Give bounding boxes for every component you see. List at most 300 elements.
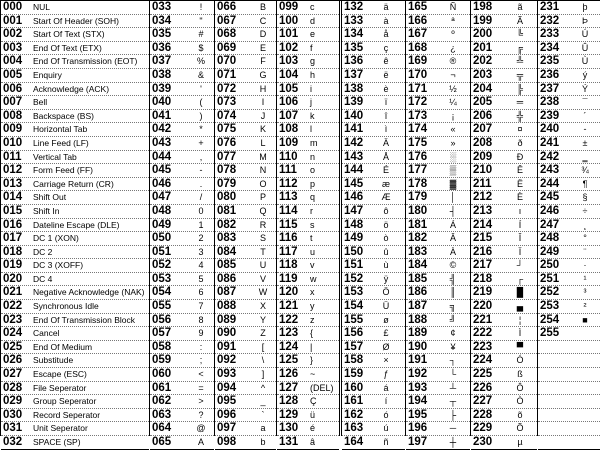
char-code: 176 xyxy=(408,150,428,163)
char-description: Enquiry xyxy=(33,69,62,80)
char-code: 118 xyxy=(279,259,298,272)
char-code: 248 xyxy=(540,232,560,245)
char-description: End Of Text (ETX) xyxy=(33,42,102,53)
table-row xyxy=(150,69,214,83)
char-description: l xyxy=(310,124,312,135)
char-code: 085 xyxy=(217,259,237,272)
char-code: 160 xyxy=(344,381,364,394)
char-description: SPACE (SP) xyxy=(33,437,81,447)
table-row xyxy=(471,382,537,396)
char-description: D xyxy=(259,29,267,40)
table-row xyxy=(1,178,149,192)
char-code: 120 xyxy=(279,286,299,299)
char-code: 046 xyxy=(152,177,172,190)
table-row xyxy=(342,110,405,124)
char-description: s xyxy=(310,219,315,230)
char-description: ┼ xyxy=(449,437,457,447)
char-description: Ý xyxy=(581,83,588,94)
char-description: ó xyxy=(383,409,389,420)
table-row xyxy=(277,422,339,436)
table-row xyxy=(150,314,214,328)
table-row xyxy=(277,327,339,341)
char-code: 207 xyxy=(473,123,493,136)
table-row xyxy=(150,55,214,69)
table-row xyxy=(215,368,276,382)
char-code: 083 xyxy=(217,232,237,245)
char-code: 094 xyxy=(217,381,237,394)
char-code: 039 xyxy=(152,82,172,95)
char-description: ╦ xyxy=(516,69,524,80)
table-row xyxy=(150,273,214,287)
char-description: K xyxy=(259,124,266,135)
table-row xyxy=(215,205,276,219)
table-row xyxy=(342,354,405,368)
table-row xyxy=(277,395,339,409)
char-description: = xyxy=(198,382,204,393)
char-description: M xyxy=(259,151,267,162)
char-code: 057 xyxy=(152,327,172,340)
char-description: y xyxy=(310,301,315,312)
char-description: Ê xyxy=(516,165,523,176)
char-description: v xyxy=(310,260,315,271)
empty-row xyxy=(538,436,600,450)
char-description: J xyxy=(260,110,266,121)
char-description: a xyxy=(260,423,266,434)
char-description: ñ xyxy=(383,437,389,447)
table-row xyxy=(277,178,339,192)
char-description: ù xyxy=(383,260,389,271)
char-code: 249 xyxy=(540,245,560,258)
char-code: 052 xyxy=(152,259,172,272)
char-code: 204 xyxy=(473,82,493,95)
char-code: 197 xyxy=(408,436,428,448)
char-description: £ xyxy=(383,328,389,339)
table-row xyxy=(538,110,600,124)
table-row xyxy=(406,409,470,423)
table-row xyxy=(342,1,405,15)
char-code: 096 xyxy=(217,408,237,421)
char-code: 056 xyxy=(152,313,172,326)
char-description: x xyxy=(310,287,315,298)
table-row xyxy=(471,395,537,409)
char-description: \ xyxy=(261,355,265,366)
table-row xyxy=(471,232,537,246)
table-row xyxy=(277,123,339,137)
table-row xyxy=(1,286,149,300)
table-row xyxy=(215,28,276,42)
ascii-column xyxy=(277,1,342,448)
char-code: 019 xyxy=(3,259,23,272)
char-description: ? xyxy=(198,409,204,420)
table-row xyxy=(150,327,214,341)
char-description: ÷ xyxy=(582,205,588,216)
table-row xyxy=(1,96,149,110)
table-row xyxy=(471,368,537,382)
char-code: 030 xyxy=(3,408,23,421)
table-row xyxy=(471,422,537,436)
table-row xyxy=(215,395,276,409)
char-code: 088 xyxy=(217,300,237,313)
table-row xyxy=(471,273,537,287)
char-description: Ñ xyxy=(449,2,457,12)
char-code: 134 xyxy=(344,28,364,41)
char-code: 051 xyxy=(152,245,172,258)
table-row xyxy=(342,259,405,273)
char-code: 244 xyxy=(540,177,560,190)
char-code: 031 xyxy=(3,422,23,435)
char-description: î xyxy=(384,110,388,121)
char-code: 161 xyxy=(344,395,364,408)
char-code: 127 xyxy=(279,381,299,394)
char-code: 186 xyxy=(408,286,428,299)
char-description: f xyxy=(310,42,313,53)
char-description: 2 xyxy=(198,233,204,244)
table-row xyxy=(471,151,537,165)
table-row xyxy=(150,341,214,355)
char-description: : xyxy=(199,341,203,352)
table-row xyxy=(538,151,600,165)
table-row xyxy=(277,96,339,110)
table-row xyxy=(471,83,537,97)
table-row xyxy=(215,123,276,137)
char-code: 227 xyxy=(473,395,493,408)
char-code: 124 xyxy=(279,340,299,353)
table-row xyxy=(342,219,405,233)
table-row xyxy=(1,354,149,368)
char-code: 210 xyxy=(473,164,493,177)
char-description: ¸ xyxy=(583,219,587,230)
char-code: 142 xyxy=(344,136,364,149)
char-code: 081 xyxy=(217,204,237,217)
char-description: ½ xyxy=(449,83,457,94)
char-code: 023 xyxy=(3,313,23,326)
char-description: ▒ xyxy=(449,165,457,176)
char-description: ┬ xyxy=(449,396,457,407)
char-code: 036 xyxy=(152,41,172,54)
char-code: 107 xyxy=(279,109,299,122)
char-description: ï xyxy=(384,97,388,108)
char-description: End Of Transmission Block xyxy=(33,314,136,325)
char-description: S xyxy=(259,233,266,244)
char-code: 067 xyxy=(217,14,237,27)
table-row xyxy=(471,436,537,450)
char-code: 233 xyxy=(540,28,560,41)
char-code: 084 xyxy=(217,245,237,258)
table-row xyxy=(150,232,214,246)
char-code: 048 xyxy=(152,204,172,217)
char-code: 114 xyxy=(279,204,298,217)
char-code: 113 xyxy=(279,191,298,204)
char-description: U xyxy=(259,260,267,271)
char-code: 154 xyxy=(344,300,364,313)
char-description: ® xyxy=(449,56,457,67)
char-description: ö xyxy=(383,219,389,230)
char-description: Ã xyxy=(516,15,523,26)
char-description: ┘ xyxy=(516,260,524,271)
char-description: 6 xyxy=(198,287,204,298)
table-row xyxy=(277,314,339,328)
char-description: Á xyxy=(449,219,456,230)
char-code: 110 xyxy=(279,150,298,163)
char-description: , xyxy=(199,151,203,162)
char-code: 242 xyxy=(540,150,560,163)
char-description: Ç xyxy=(310,396,317,407)
char-description: % xyxy=(196,56,205,67)
char-description: ³ xyxy=(583,287,587,298)
table-row xyxy=(215,327,276,341)
char-description: ╝ xyxy=(449,314,457,325)
char-description: W xyxy=(258,287,268,298)
char-code: 086 xyxy=(217,272,237,285)
char-description: ║ xyxy=(449,287,457,298)
char-code: 168 xyxy=(408,41,428,54)
table-row xyxy=(342,164,405,178)
char-description: Ú xyxy=(581,29,589,40)
char-code: 061 xyxy=(152,381,172,394)
char-code: 140 xyxy=(344,109,364,122)
char-code: 013 xyxy=(3,177,23,190)
char-description: R xyxy=(259,219,267,230)
table-row xyxy=(406,300,470,314)
char-description: Group Seperator xyxy=(33,396,97,407)
char-code: 121 xyxy=(279,300,299,313)
char-description: Ù xyxy=(581,56,589,67)
char-description: Ò xyxy=(516,396,524,407)
char-code: 059 xyxy=(152,354,172,367)
char-code: 195 xyxy=(408,408,428,421)
table-row xyxy=(342,205,405,219)
char-description: I xyxy=(261,97,265,108)
char-code: 212 xyxy=(473,191,493,204)
table-row xyxy=(215,232,276,246)
char-description: ¾ xyxy=(581,165,589,176)
char-code: 008 xyxy=(3,109,23,122)
table-row xyxy=(277,15,339,29)
char-description: DC 2 xyxy=(33,246,53,257)
table-row xyxy=(406,1,470,15)
table-row xyxy=(150,123,214,137)
table-row xyxy=(342,178,405,192)
table-row xyxy=(215,191,276,205)
char-description: Unit Seperator xyxy=(33,423,88,434)
char-code: 125 xyxy=(279,354,299,367)
char-description: g xyxy=(310,56,316,67)
table-row xyxy=(215,314,276,328)
table-row xyxy=(277,83,339,97)
char-code: 106 xyxy=(279,96,299,109)
char-code: 137 xyxy=(344,68,364,81)
char-description: Start Of Header (SOH) xyxy=(33,15,119,26)
char-description: Acknowledge (ACK) xyxy=(33,83,110,94)
table-row xyxy=(150,382,214,396)
table-row xyxy=(342,341,405,355)
char-code: 226 xyxy=(473,381,493,394)
table-row xyxy=(342,69,405,83)
char-description: Û xyxy=(581,42,589,53)
char-code: 095 xyxy=(217,395,237,408)
char-code: 222 xyxy=(473,327,493,340)
char-code: 187 xyxy=(408,300,428,313)
char-description: q xyxy=(310,192,316,203)
table-row xyxy=(150,151,214,165)
table-row xyxy=(215,164,276,178)
table-row xyxy=(1,300,149,314)
char-description: n xyxy=(310,151,316,162)
char-code: 097 xyxy=(217,422,237,435)
table-row xyxy=(538,246,600,260)
table-row xyxy=(342,232,405,246)
table-row xyxy=(215,178,276,192)
char-code: 193 xyxy=(408,381,428,394)
table-row xyxy=(1,273,149,287)
table-row xyxy=(277,300,339,314)
table-row xyxy=(406,436,470,450)
char-description: ` xyxy=(261,409,265,420)
char-description: Â xyxy=(449,233,456,244)
char-code: 230 xyxy=(473,436,493,448)
char-description: C xyxy=(259,15,267,26)
table-row xyxy=(471,205,537,219)
char-description: z xyxy=(310,314,315,325)
char-description: ª xyxy=(451,15,455,26)
char-description: ╔ xyxy=(516,42,524,53)
char-code: 070 xyxy=(217,55,237,68)
char-code: 164 xyxy=(344,436,364,448)
char-description: & xyxy=(197,69,204,80)
table-row xyxy=(538,123,600,137)
char-code: 145 xyxy=(344,177,364,190)
table-row xyxy=(215,300,276,314)
char-code: 229 xyxy=(473,422,493,435)
char-description: Dateline Escape (DLE) xyxy=(33,219,120,230)
char-code: 218 xyxy=(473,272,493,285)
table-row xyxy=(538,191,600,205)
char-code: 208 xyxy=(473,136,493,149)
char-description: b xyxy=(260,437,266,447)
ascii-column xyxy=(215,1,277,448)
table-row xyxy=(538,259,600,273)
table-row xyxy=(215,354,276,368)
table-row xyxy=(150,137,214,151)
table-row xyxy=(215,422,276,436)
ascii-column xyxy=(342,1,406,448)
table-row xyxy=(215,273,276,287)
table-row xyxy=(406,232,470,246)
ascii-column xyxy=(1,1,150,448)
char-description: + xyxy=(198,137,204,148)
table-row xyxy=(277,42,339,56)
char-code: 025 xyxy=(3,340,23,353)
char-code: 016 xyxy=(3,218,23,231)
char-description: Vertical Tab xyxy=(33,151,77,162)
empty-row xyxy=(538,341,600,355)
table-row xyxy=(406,83,470,97)
table-row xyxy=(1,422,149,436)
table-row xyxy=(1,314,149,328)
char-description: Ì xyxy=(518,328,522,339)
char-description: õ xyxy=(517,409,523,420)
char-description: ¹ xyxy=(583,273,587,284)
char-code: 144 xyxy=(344,164,364,177)
char-code: 043 xyxy=(152,136,172,149)
table-row xyxy=(277,151,339,165)
table-row xyxy=(277,273,339,287)
char-description: " xyxy=(199,15,203,26)
char-description: p xyxy=(310,178,316,189)
char-code: 093 xyxy=(217,368,237,381)
table-row xyxy=(471,341,537,355)
char-description: 3 xyxy=(198,246,204,257)
table-row xyxy=(342,28,405,42)
char-description: P xyxy=(259,192,266,203)
char-code: 068 xyxy=(217,28,237,41)
table-row xyxy=(1,69,149,83)
char-code: 028 xyxy=(3,381,23,394)
char-description: ¥ xyxy=(450,341,456,352)
table-row xyxy=(538,55,600,69)
char-code: 041 xyxy=(152,109,172,122)
char-description: ╠ xyxy=(516,83,524,94)
table-row xyxy=(277,409,339,423)
table-row xyxy=(471,259,537,273)
table-row xyxy=(471,286,537,300)
table-row xyxy=(471,327,537,341)
table-row xyxy=(406,219,470,233)
table-row xyxy=(215,96,276,110)
table-row xyxy=(342,300,405,314)
table-row xyxy=(277,341,339,355)
char-code: 194 xyxy=(408,395,428,408)
char-description: Backspace (BS) xyxy=(33,110,94,121)
char-description: ▄ xyxy=(516,301,524,312)
table-row xyxy=(277,259,339,273)
char-description: ─ xyxy=(449,423,457,434)
char-description: Å xyxy=(382,151,389,162)
char-description: ± xyxy=(582,137,588,148)
table-row xyxy=(342,436,405,450)
char-description: Í xyxy=(518,219,522,230)
char-code: 149 xyxy=(344,232,364,245)
char-description: ß xyxy=(517,369,523,380)
char-code: 064 xyxy=(152,422,172,435)
table-row xyxy=(1,232,149,246)
char-description: 7 xyxy=(198,301,204,312)
table-row xyxy=(215,137,276,151)
table-row xyxy=(215,42,276,56)
table-row xyxy=(471,178,537,192)
table-row xyxy=(406,55,470,69)
char-description: c xyxy=(310,2,315,12)
char-description: | xyxy=(310,341,313,352)
char-code: 112 xyxy=(279,177,298,190)
table-row xyxy=(1,205,149,219)
char-description: Ø xyxy=(382,341,390,352)
char-code: 044 xyxy=(152,150,172,163)
char-code: 185 xyxy=(408,272,428,285)
char-code: 109 xyxy=(279,136,299,149)
char-code: 116 xyxy=(279,232,298,245)
table-row xyxy=(342,137,405,151)
char-description: H xyxy=(259,83,267,94)
table-row xyxy=(277,436,339,450)
char-code: 141 xyxy=(344,123,364,136)
table-row xyxy=(1,151,149,165)
char-code: 147 xyxy=(344,204,364,217)
char-code: 130 xyxy=(279,422,299,435)
char-description: t xyxy=(310,233,313,244)
char-description: Ô xyxy=(516,382,524,393)
char-description: End Of Transmission (EOT) xyxy=(33,56,138,67)
